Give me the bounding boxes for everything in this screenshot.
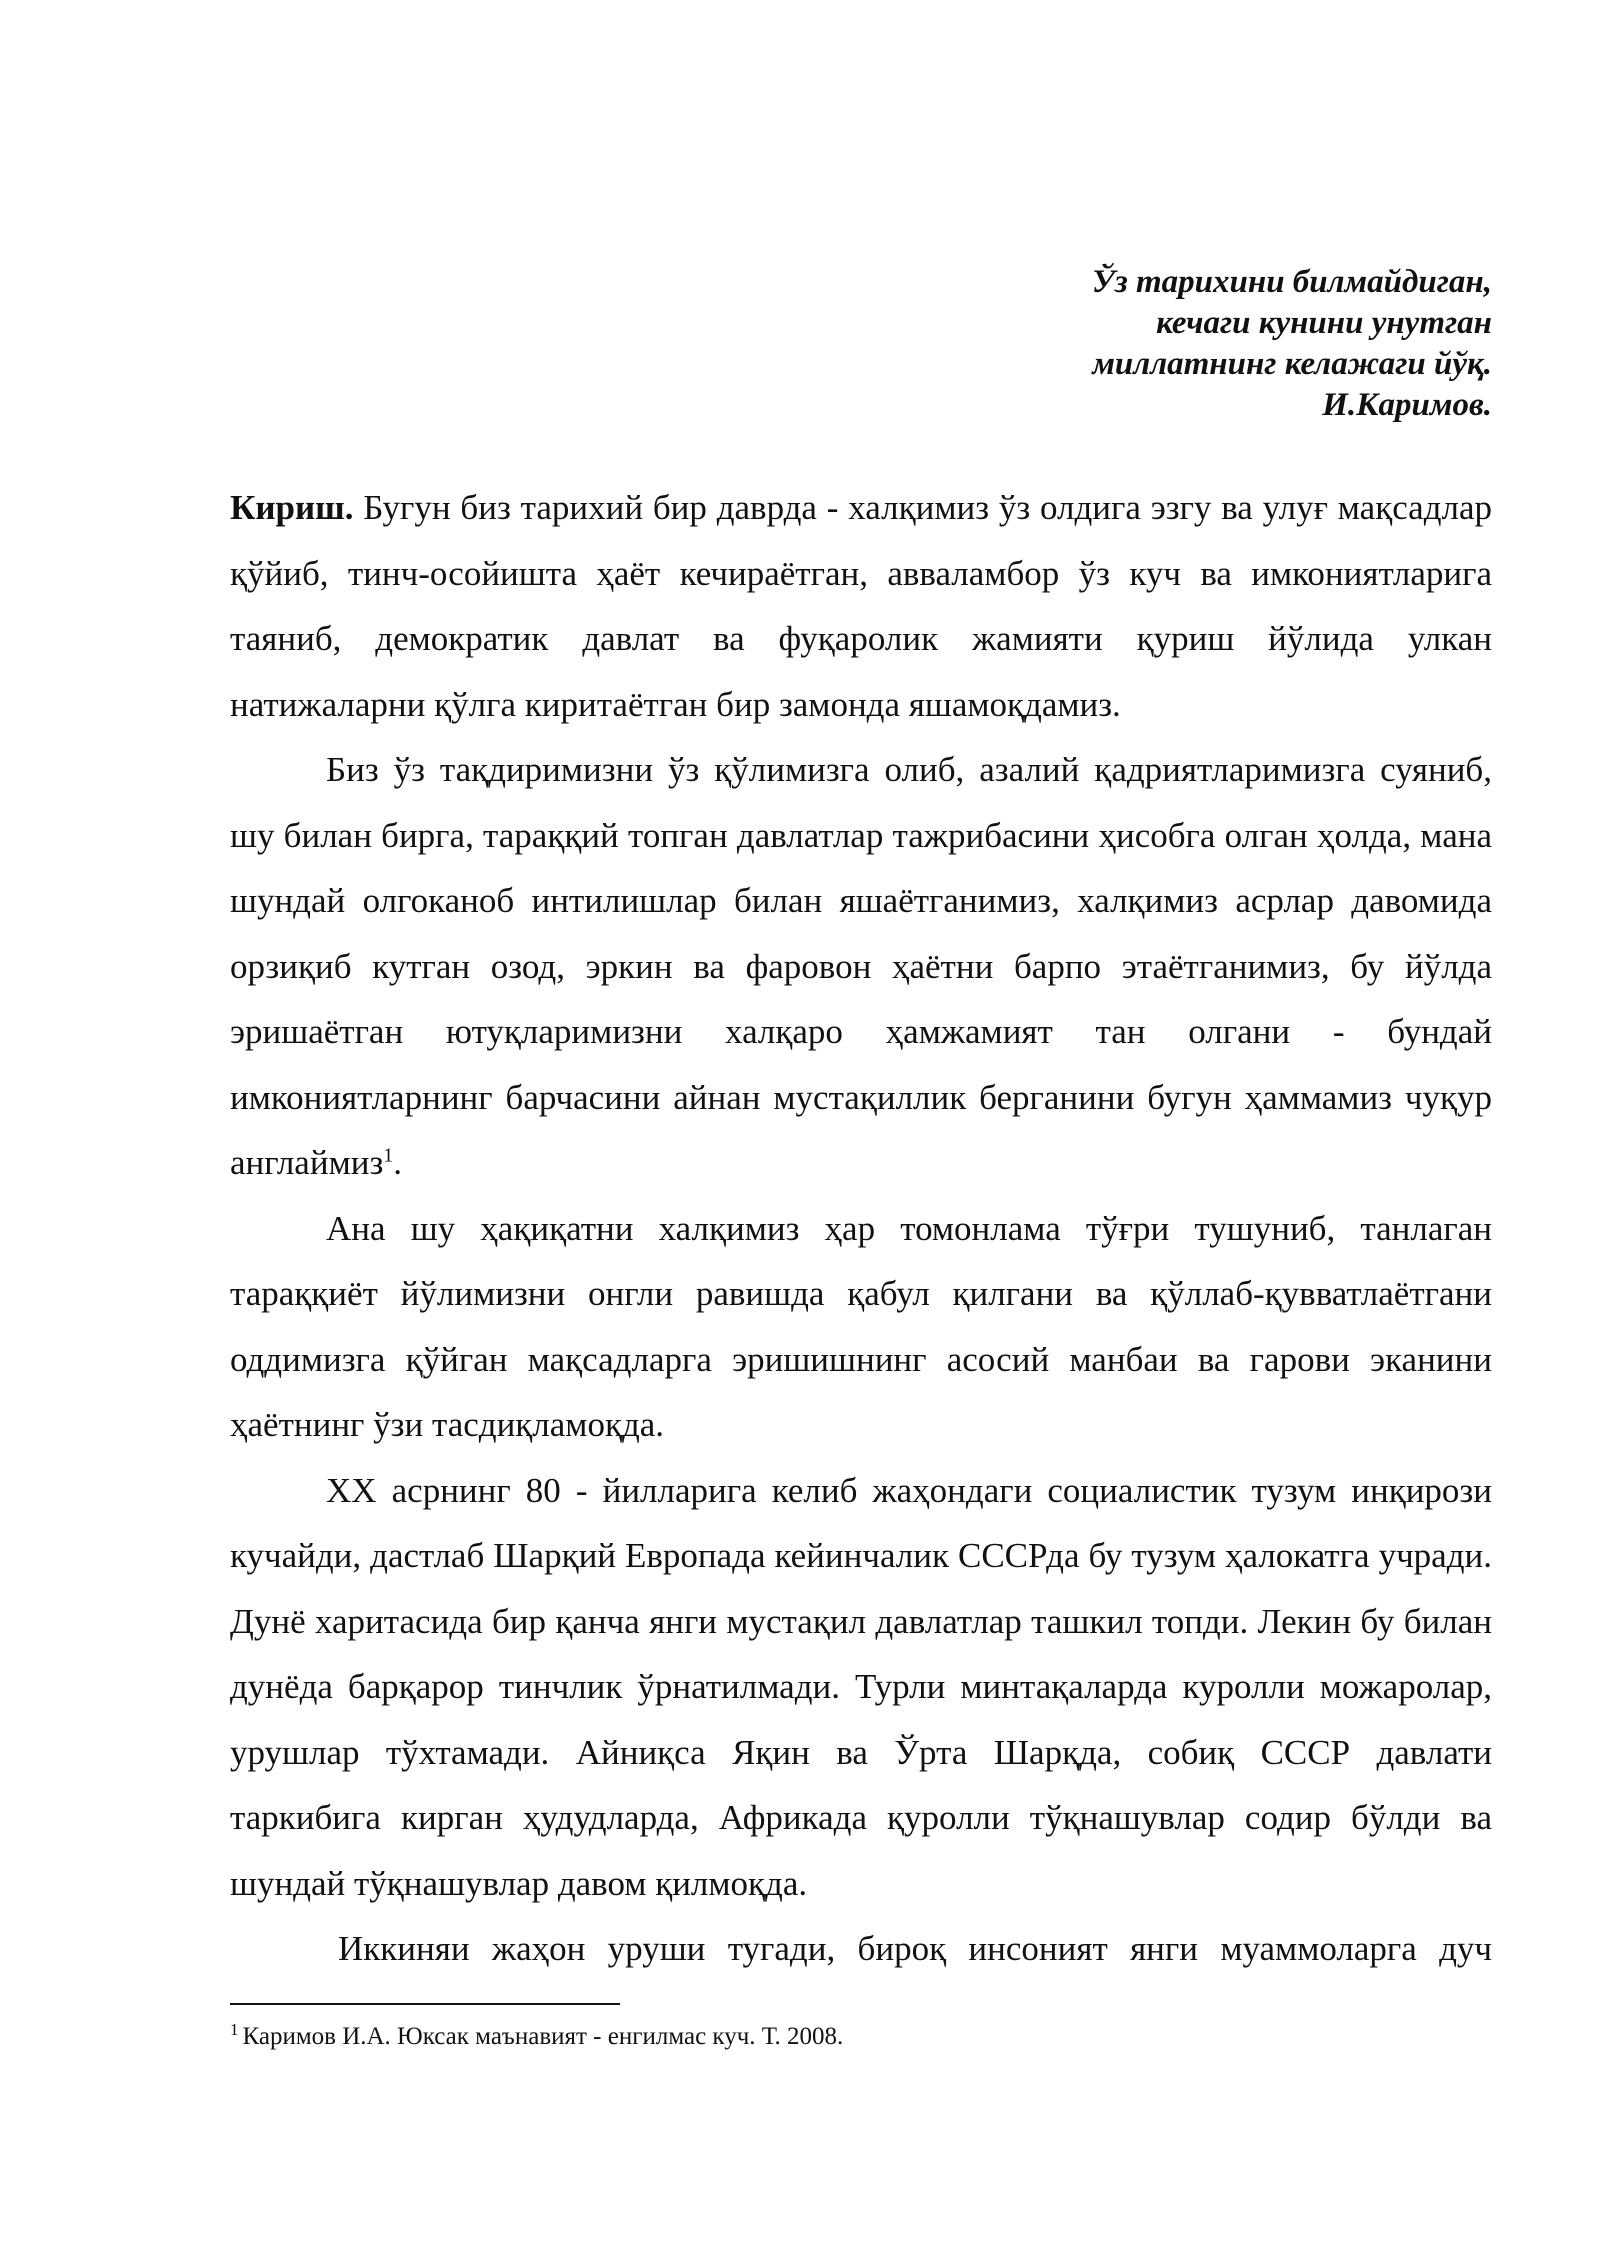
paragraph-2	[230, 737, 1492, 1196]
epigraph-line-2: кечаги кунини унутган	[1156, 305, 1492, 341]
footnote-number: 1	[230, 2019, 239, 2039]
epigraph	[1092, 262, 1492, 426]
paragraph-intro	[230, 475, 1492, 737]
paragraph-5	[230, 1916, 1492, 1982]
paragraph-intro-text: Бугун биз тарихий бир даврда - халқимиз ўз олдига эзгу ва улуғ мақсадлар қўйиб, тинч-осойишта ҳаёт кечираётган, авваламбор ўз куч ва имкониятларига таяниб, демократик давлат ва фуқаролик жамияти қуриш йўлида улкан натижаларни қўлга киритаётган бир замонда яшамоқдамиз.	[230, 488, 1492, 724]
body-text	[230, 475, 1492, 1982]
footnote	[230, 2020, 843, 2054]
paragraph-4-text: XX асрнинг 80 - йилларига келиб жаҳондаги социалистик тузум инқирози кучайди, дастлаб Шарқий Европада кейинчалик СССРда бу тузум ҳалокатга учради. Дунё харитасида бир қанча янги мустақил давлатлар ташкил топди. Лекин бу билан дунёда барқарор тинчлик ўрнатилмади. Турли минтақаларда куролли можаролар, урушлар тўхтамади. Айниқса Яқин ва Ўрта Шарқда, собиқ СССР давлати таркибига кирган ҳудудларда, Африкада қуролли тўқнашувлар содир бўлди ва шундай тўқнашувлар давом қилмоқда.	[230, 1470, 1492, 1903]
paragraph-2-text: Биз ўз тақдиримизни ўз қўлимизга олиб, азалий қадриятларимизга суяниб, шу билан бирга, тараққий топган давлатлар тажрибасини ҳисобга олган ҳолда, мана шундай олгоканоб интилишлар билан яшаётганимиз, халқимиз асрлар давомида орзиқиб кутган озод, эркин ва фаровон ҳаётни барпо этаётганимиз, бу йўлда эришаётган ютуқларимизни халқаро ҳамжамият тан олгани - бундай имкониятларнинг барчасини айнан мустақиллик берганини бугун ҳаммамиз чуқур англаймиз	[230, 750, 1492, 1182]
paragraph-3-text: Ана шу ҳақиқатни халқимиз ҳар томонлама тўғри тушуниб, танлаган тараққиёт йўлимизни онгли равишда қабул қилгани ва қўллаб-қувватлаётгани оддимизга қўйган мақсадларга эришишнинг асосий манбаи ва гарови эканини ҳаётнинг ўзи тасдиқламоқда.	[230, 1208, 1492, 1444]
footnote-reference[interactable]: 1	[383, 1144, 394, 1167]
paragraph-5-text: Иккиняи жаҳон уруши тугади, бироқ инсоният янги муаммоларга дуч	[338, 1929, 1492, 1968]
footnote-separator	[230, 2003, 620, 2005]
epigraph-line-3: миллатнинг келажаги йўқ.	[1092, 346, 1492, 382]
epigraph-author: И.Каримов.	[1322, 387, 1492, 423]
epigraph-line-1: Ўз тарихини билмайдиган,	[1091, 264, 1492, 300]
paragraph-3	[230, 1196, 1492, 1458]
intro-heading: Кириш.	[230, 488, 354, 527]
paragraph-4	[230, 1458, 1492, 1917]
footnote-text: Каримов И.А. Юксак маънавият - енгилмас куч. Т. 2008.	[242, 2023, 844, 2050]
paragraph-2-end: .	[393, 1143, 403, 1182]
